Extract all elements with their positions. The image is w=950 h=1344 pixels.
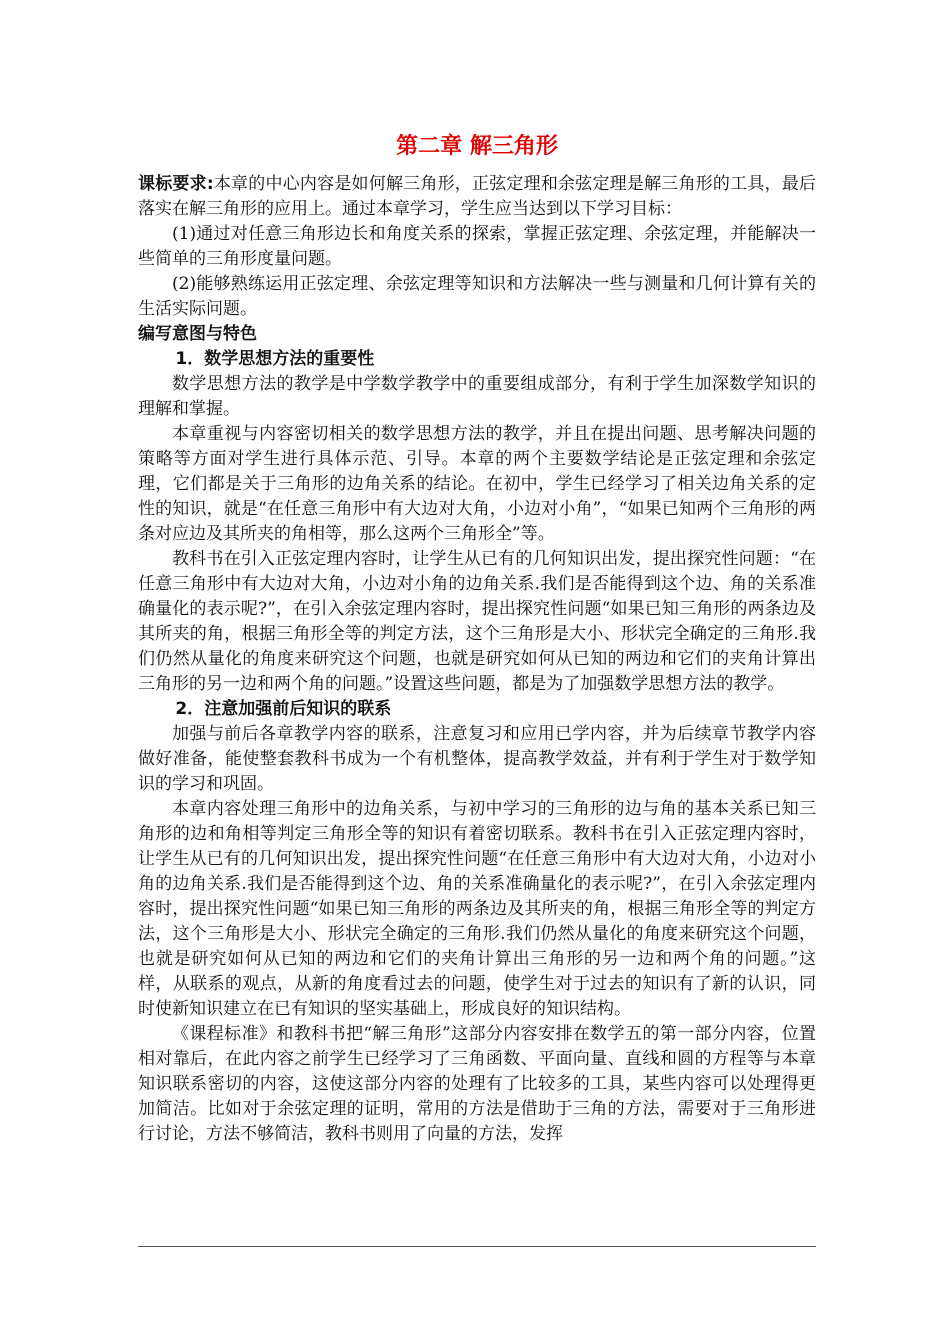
paragraph: 本章重视与内容密切相关的数学思想方法的教学，并且在提出问题、思考解决问题的策略等方面对学生进行具体示范、引导。本章的两个主要数学结论是正弦定理和余弦定理，它们都是关于三角形的边角关系的结论。在初中，学生已经学习了相关边角关系的定性的知识，就是“在任意三角形中有大边对大角，小边对小角”，“如果已知两个三角形的两条对应边及其所夹的角相等，那么这两个三角形全”等。 xyxy=(138,424,816,544)
chapter-title: 第二章 解三角形 xyxy=(396,134,558,159)
footer-divider xyxy=(138,1246,816,1247)
sub-heading-1: 1．数学思想方法的重要性 xyxy=(175,349,375,369)
requirements-label: 课标要求: xyxy=(138,174,214,194)
paragraph: 加强与前后各章教学内容的联系，注意复习和应用已学内容，并为后续章节教学内容做好准备，能使整套教科书成为一个有机整体，提高教学效益，并有利于学生对于数学知识的学习和巩固。 xyxy=(138,724,816,794)
goal-2: (2)能够熟练运用正弦定理、余弦定理等知识和方法解决一些与测量和几何计算有关的生活实际问题。 xyxy=(138,274,816,319)
paragraph: 本章内容处理三角形中的边角关系，与初中学习的三角形的边与角的基本关系已知三角形的边和角相等判定三角形全等的知识有着密切联系。教科书在引入正弦定理内容时，让学生从已有的几何知识出发，提出探究性问题“在任意三角形中有大边对大角，小边对小角的边角关系.我们是否能得到这个边、角的关系准确量化的表示呢?”，在引入余弦定理内容时，提出探究性问题“如果已知三角形的两条边及其所夹的角，根据三角形全等的判定方法，这个三角形是大小、形状完全确定的三角形.我们仍然从量化的角度来研究这个问题，也就是研究如何从已知的两边和它们的夹角计算出三角形的另一边和两个角的问题。”这样，从联系的观点，从新的角度看过去的问题，使学生对于过去的知识有了新的认识，同时使新知识建立在已有知识的坚实基础上，形成良好的知识结构。 xyxy=(138,799,816,1019)
document-page xyxy=(138,132,816,1147)
sub-heading-2: 2．注意加强前后知识的联系 xyxy=(175,699,392,719)
section-heading: 编写意图与特色 xyxy=(138,324,257,344)
paragraph: 教科书在引入正弦定理内容时，让学生从已有的几何知识出发，提出探究性问题：“在任意三角形中有大边对大角，小边对小角的边角关系.我们是否能得到这个边、角的关系准确量化的表示呢?”，在引入余弦定理内容时，提出探究性问题“如果已知三角形的两条边及其所夹的角，根据三角形全等的判定方法，这个三角形是大小、形状完全确定的三角形.我们仍然从量化的角度来研究这个问题，也就是研究如何从已知的两边和它们的夹角计算出三角形的另一边和两个角的问题。”设置这些问题，都是为了加强数学思想方法的教学。 xyxy=(138,549,816,694)
paragraph: 《课程标准》和教科书把“解三角形”这部分内容安排在数学五的第一部分内容，位置相对靠后，在此内容之前学生已经学习了三角函数、平面向量、直线和圆的方程等与本章知识联系密切的内容，这使这部分内容的处理有了比较多的工具，某些内容可以处理得更加简洁。比如对于余弦定理的证明，常用的方法是借助于三角的方法，需要对于三角形进行讨论，方法不够简洁，教科书则用了向量的方法，发挥 xyxy=(138,1024,816,1144)
requirements-paragraph xyxy=(138,172,816,222)
requirements-text: 本章的中心内容是如何解三角形，正弦定理和余弦定理是解三角形的工具，最后落实在解三角形的应用上。通过本章学习，学生应当达到以下学习目标： xyxy=(138,174,816,219)
paragraph: 数学思想方法的教学是中学数学教学中的重要组成部分，有利于学生加深数学知识的理解和掌握。 xyxy=(138,374,816,419)
goal-1: (1)通过对任意三角形边长和角度关系的探索，掌握正弦定理、余弦定理，并能解决一些简单的三角形度量问题。 xyxy=(138,224,816,269)
